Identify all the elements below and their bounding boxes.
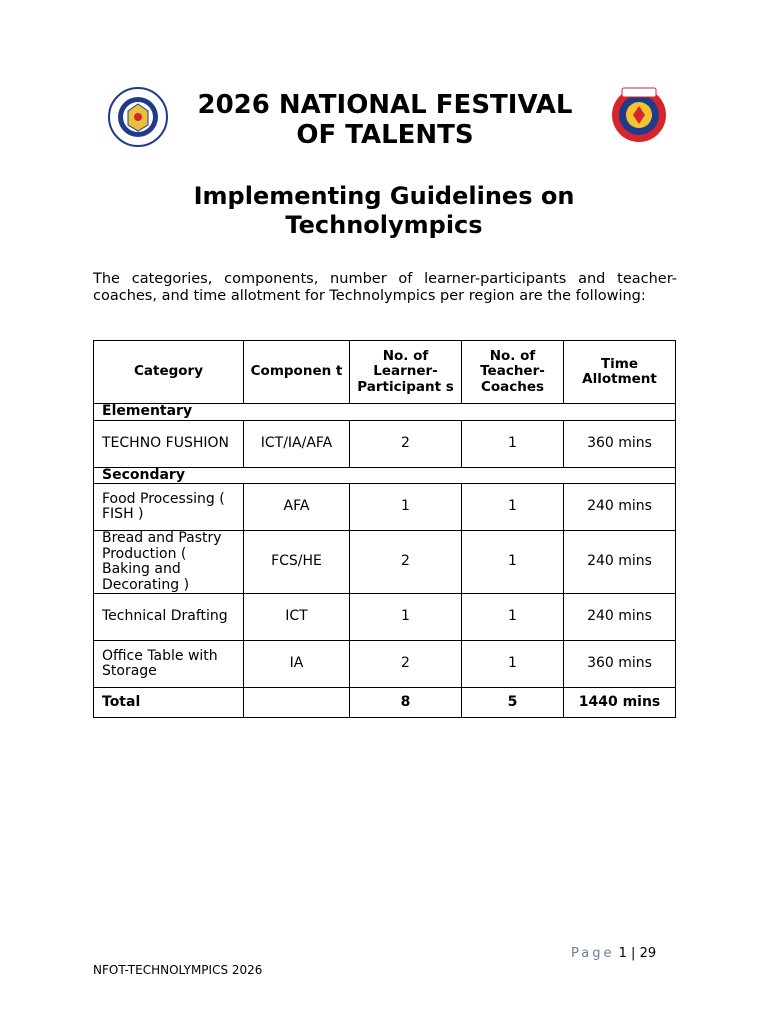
table-header-row	[94, 341, 676, 404]
cell-learners: 1	[350, 594, 462, 641]
cell-learners: 2	[350, 531, 462, 594]
cell-time: 360 mins	[564, 641, 676, 688]
cell-time: 240 mins	[564, 594, 676, 641]
cell-coaches: 1	[462, 420, 564, 467]
table-row	[94, 594, 676, 641]
cell-category: Office Table with Storage	[94, 641, 244, 688]
subtitle-line-1: Implementing Guidelines on	[193, 182, 575, 210]
table-row	[94, 484, 676, 531]
section-label: Elementary	[94, 404, 676, 421]
page-label: Page	[571, 946, 615, 961]
table-row	[94, 641, 676, 688]
cell-coaches: 1	[462, 594, 564, 641]
section-label: Secondary	[94, 467, 676, 484]
total-label: Total	[94, 688, 244, 718]
title-line-1: 2026 NATIONAL FESTIVAL	[197, 90, 573, 120]
festival-logo-icon	[608, 86, 670, 144]
cell-category: TECHNO FUSHION	[94, 420, 244, 467]
cell-component: IA	[244, 641, 350, 688]
subtitle-line-2: Technolympics	[285, 211, 483, 239]
cell-learners: 1	[350, 484, 462, 531]
page-separator: |	[631, 946, 636, 961]
cell-component: ICT	[244, 594, 350, 641]
total-learners: 8	[350, 688, 462, 718]
page-title	[170, 90, 600, 150]
cell-coaches: 1	[462, 531, 564, 594]
cell-category: Food Processing ( FISH )	[94, 484, 244, 531]
cell-component: ICT/IA/AFA	[244, 420, 350, 467]
header-learners: No. of Learner-Participant s	[350, 341, 462, 404]
header-category: Category	[94, 341, 244, 404]
title-line-2: OF TALENTS	[296, 120, 474, 150]
section-row	[94, 404, 676, 421]
document-subtitle	[120, 182, 648, 240]
page-number	[571, 946, 656, 961]
table-row	[94, 531, 676, 594]
page-current: 1	[618, 946, 627, 961]
technolympics-table	[93, 340, 676, 718]
page-total: 29	[639, 946, 657, 961]
deped-seal-icon	[108, 87, 168, 147]
total-row	[94, 688, 676, 718]
total-coaches: 5	[462, 688, 564, 718]
section-row	[94, 467, 676, 484]
total-time: 1440 mins	[564, 688, 676, 718]
cell-time: 240 mins	[564, 484, 676, 531]
cell-category: Technical Drafting	[94, 594, 244, 641]
document-footer: NFOT-TECHNOLYMPICS 2026	[93, 963, 263, 977]
header-time: Time Allotment	[564, 341, 676, 404]
cell-time: 360 mins	[564, 420, 676, 467]
intro-paragraph: The categories, components, number of learner-participants and teacher-coaches, and time allotment for Technolympics per region are the following:	[93, 271, 677, 304]
cell-component: FCS/HE	[244, 531, 350, 594]
document-header	[100, 84, 670, 154]
cell-coaches: 1	[462, 484, 564, 531]
cell-component: AFA	[244, 484, 350, 531]
cell-coaches: 1	[462, 641, 564, 688]
total-component	[244, 688, 350, 718]
cell-category: Bread and Pastry Production ( Baking and Decorating )	[94, 531, 244, 594]
cell-learners: 2	[350, 420, 462, 467]
cell-time: 240 mins	[564, 531, 676, 594]
cell-learners: 2	[350, 641, 462, 688]
table-row	[94, 420, 676, 467]
header-coaches: No. of Teacher-Coaches	[462, 341, 564, 404]
header-component: Componen t	[244, 341, 350, 404]
